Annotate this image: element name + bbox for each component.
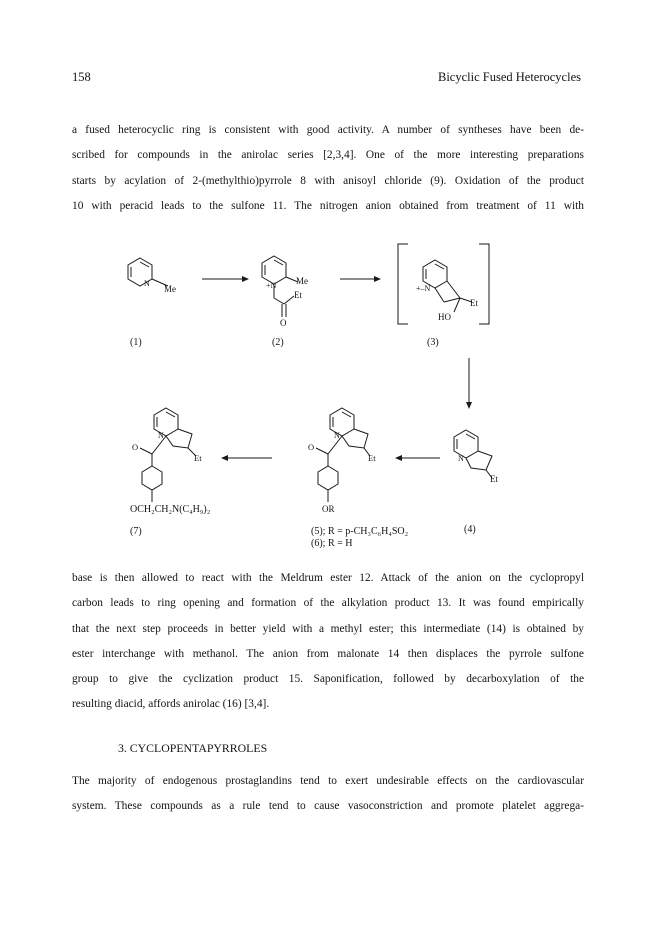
text-line: scribed for compounds in the anirolac series [2,3,4]. One of the more interesting preparations: [72, 149, 584, 162]
atom-et: Et: [470, 298, 478, 308]
compound-label-5: (5); R = p-CH₃C₆H₄SO₂: [311, 526, 409, 537]
atom-o: O: [280, 318, 287, 328]
compound-label-6: (6); R = H: [311, 538, 353, 549]
compound-label-3: (3): [427, 337, 439, 348]
atom-o: O: [308, 442, 315, 452]
atom-n-ylide: +–N: [416, 284, 431, 293]
compound-1-structure: [128, 258, 176, 294]
atom-n: N: [458, 454, 464, 463]
paragraph-3: [72, 769, 584, 820]
text-line: carbon leads to ring opening and formation of the alkylation product 13. It was found empirically: [72, 597, 584, 610]
compound-4-structure: [454, 430, 498, 484]
text-line: a fused heterocyclic ring is consistent with good activity. A number of syntheses have been de-: [72, 124, 584, 136]
text-line: system. These compounds as a rule tend to cause vasoconstriction and promote platelet aggrega-: [72, 800, 584, 813]
compound-label-4: (4): [464, 524, 476, 535]
page-number: 158: [72, 70, 91, 84]
atom-n-plus: +N: [266, 281, 277, 290]
text-line: resulting diacid, affords anirolac (16) [3,4].: [72, 698, 270, 711]
atom-o: O: [132, 442, 139, 452]
atom-ho: HO: [438, 312, 451, 322]
reaction-scheme: [72, 228, 584, 568]
atom-n: N: [334, 431, 340, 440]
atom-et: Et: [194, 453, 202, 463]
paragraph-1: [72, 118, 584, 219]
atom-n: N: [144, 279, 150, 288]
text-line: 10 with peracid leads to the sulfone 11. The nitrogen anion obtained from treatment of 11 with: [72, 199, 584, 212]
text-line: ester interchange with methanol. The anion from malonate 14 then displaces the pyrrole sulfone: [72, 647, 584, 660]
compound-3-structure: [398, 244, 489, 324]
atom-or: OR: [322, 504, 335, 514]
compound-label-1: (1): [130, 337, 142, 348]
compound-7-structure: [130, 408, 210, 515]
atom-me: Me: [296, 276, 308, 286]
atom-me: Me: [164, 284, 176, 294]
compound-2-structure: [262, 256, 308, 328]
atom-et: Et: [368, 453, 376, 463]
atom-et: Et: [490, 474, 498, 484]
running-title: Bicyclic Fused Heterocycles: [437, 70, 581, 84]
text-line: group to give the cyclization product 15. Saponification, followed by decarboxylation of the: [72, 673, 584, 686]
compound-label-7: (7): [130, 526, 142, 537]
atom-n: N: [158, 431, 164, 440]
text-line: starts by acylation of 2-(methylthio)pyrrole 8 with anisoyl chloride (9). Oxidation of the product: [72, 174, 584, 187]
side-chain: OCH₂CH₂N(C₄H₉)₂: [130, 504, 211, 515]
text-line: base is then allowed to react with the Meldrum ester 12. Attack of the anion on the cyclopropyl: [72, 572, 584, 584]
compound-label-2: (2): [272, 337, 284, 348]
paragraph-2: [72, 566, 584, 718]
compound-5-6-structure: [308, 408, 376, 514]
text-line: The majority of endogenous prostaglandins tend to exert undesirable effects on the cardiovascular: [72, 775, 584, 787]
text-line: that the next step proceeds in better yield with a methyl ester; this intermediate (14) is obtained by: [72, 622, 584, 635]
atom-et: Et: [294, 290, 302, 300]
section-heading: 3. CYCLOPENTAPYRROLES: [118, 741, 268, 755]
